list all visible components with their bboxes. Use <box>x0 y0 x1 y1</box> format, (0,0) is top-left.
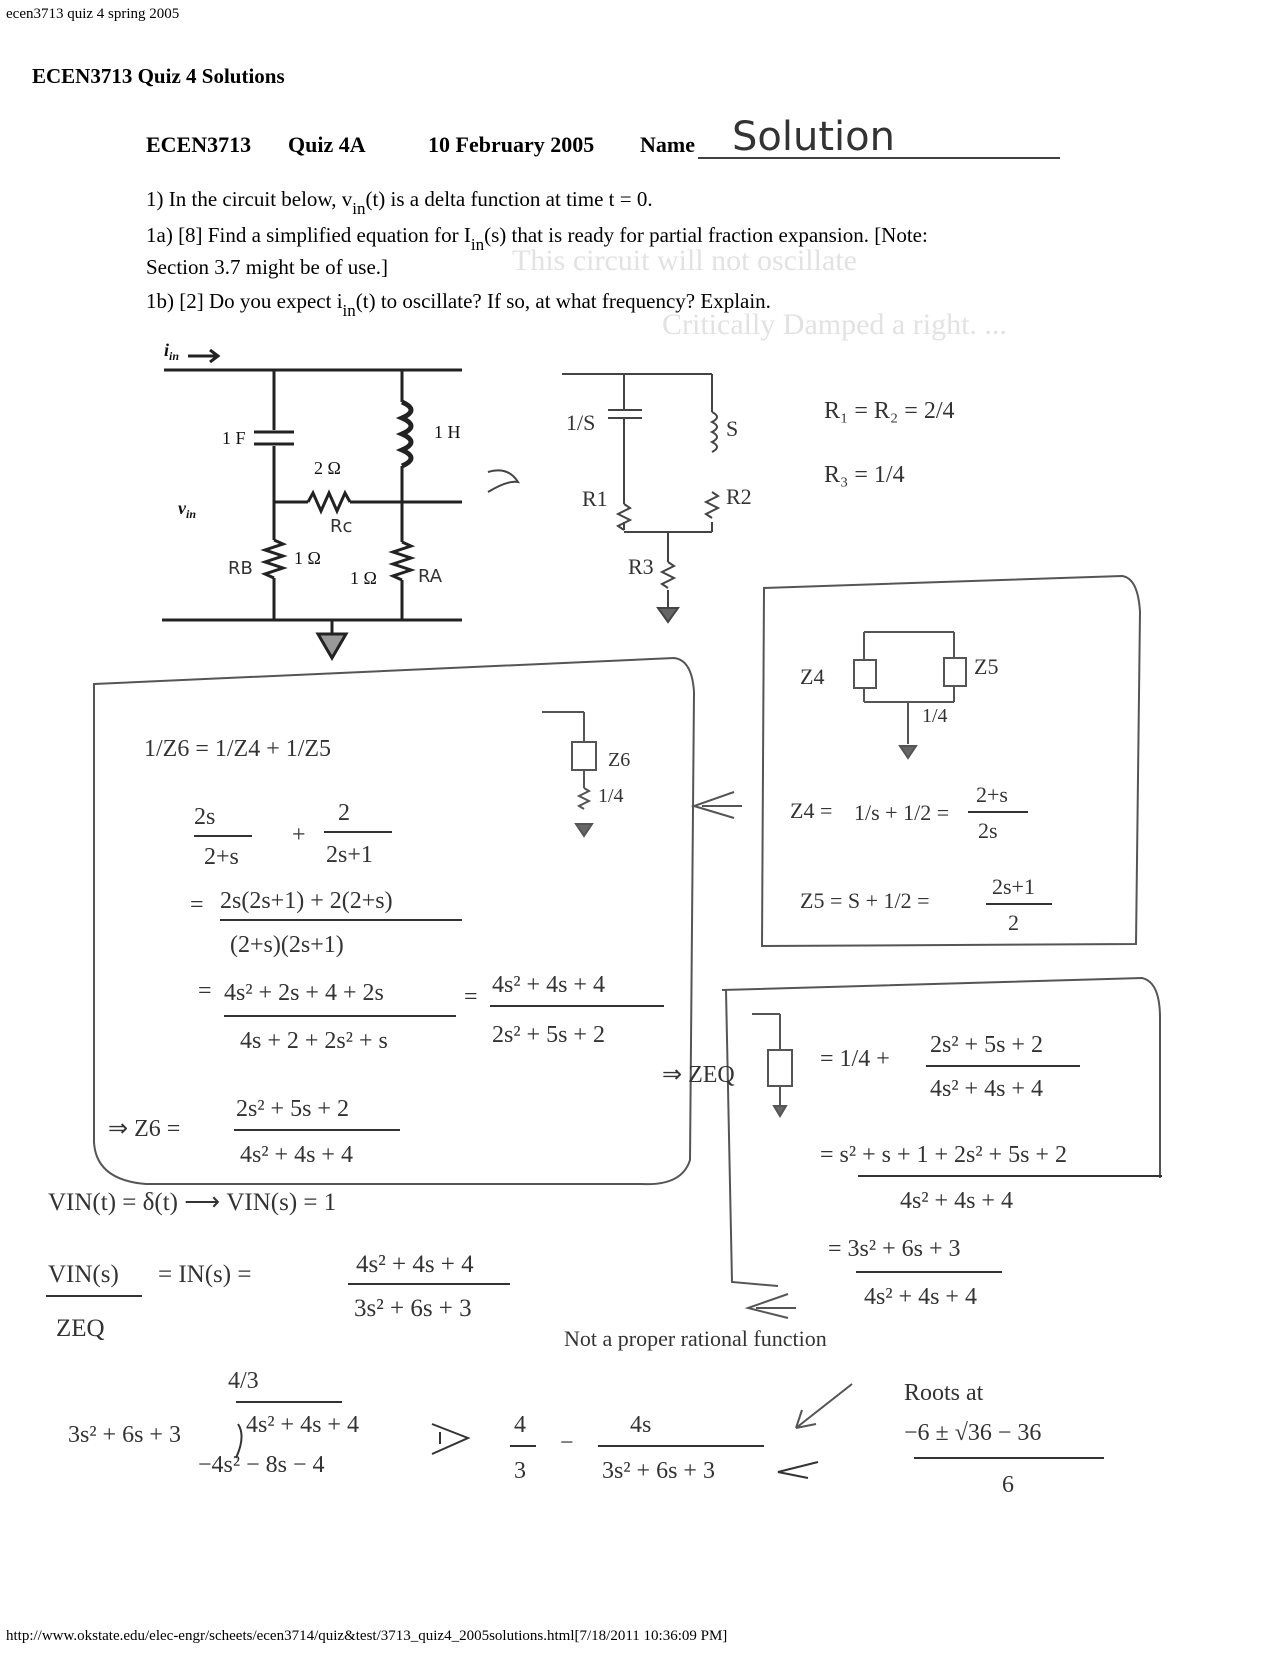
z6-result-num: 2s² + 5s + 2 <box>236 1096 349 1122</box>
iin-mid: = IN(s) = <box>158 1261 252 1288</box>
question-1a: 1a) [8] Find a simplified equation for $I_{in}(s)$ that is ready for partial fraction expansion. [Note: <box>146 223 928 254</box>
s-cap-label: 1/S <box>566 410 596 435</box>
z6-l2-b-num: 2 <box>338 800 350 826</box>
rb-value: 1 Ω <box>294 548 321 568</box>
svg-text:=: = <box>198 978 212 1004</box>
z6-label: Z6 <box>608 749 631 771</box>
name-value: Solution <box>732 114 895 160</box>
result-num: 4s <box>630 1412 652 1438</box>
browser-title: ecen3713 quiz 4 spring 2005 <box>6 6 180 22</box>
long-division <box>68 1368 818 1484</box>
ra-value: 1 Ω <box>350 568 377 588</box>
scanned-solution <box>42 112 1260 1588</box>
z6-result-den: 4s² + 4s + 4 <box>240 1142 353 1168</box>
z6-l4-r-den: 2s² + 5s + 2 <box>492 1022 605 1048</box>
result-minus: − <box>560 1430 574 1456</box>
quiz-label: Quiz 4A <box>288 132 366 157</box>
name-label: Name <box>640 132 695 157</box>
z5-eq-num: 2s+1 <box>992 874 1035 899</box>
course-code: ECEN3713 <box>146 132 252 157</box>
r3-value: R₃ = 1/4 <box>824 462 905 488</box>
s-r1-label: R1 <box>582 486 608 511</box>
roots-label: Roots at <box>904 1380 984 1406</box>
quiz-date: 10 February 2005 <box>428 132 595 157</box>
z6-line1: 1/Z6 = 1/Z4 + 1/Z5 <box>144 736 332 762</box>
rc-value: 2 Ω <box>314 458 341 478</box>
z6-l3-den: (2+s)(2s+1) <box>230 932 344 958</box>
z6-l2-a-num: 2s <box>194 804 216 830</box>
vin-line: VIN(t) = δ(t) ⟶ VIN(s) = 1 <box>48 1189 337 1216</box>
page-title: ECEN3713 Quiz 4 Solutions <box>32 64 285 88</box>
result-den: 3s² + 6s + 3 <box>602 1458 715 1484</box>
zeq-l1-den: 4s² + 4s + 4 <box>930 1076 1043 1102</box>
faint-text-a: This circuit will not oscillate <box>512 244 857 277</box>
z4-eq-num: 2+s <box>976 782 1008 807</box>
circuit-labels <box>164 340 461 588</box>
zeq-l3-num: = 3s² + 6s + 3 <box>828 1236 961 1262</box>
z6-quarter: 1/4 <box>598 785 624 807</box>
iin-lhs-den: ZEQ <box>56 1315 105 1342</box>
z6-result-lhs: ⇒ Z6 = <box>108 1116 181 1142</box>
s-ind-label: S <box>726 416 739 441</box>
v-in-label: $v_{in}$ <box>178 498 197 521</box>
zeq-l1-a: = 1/4 + <box>820 1046 890 1072</box>
question-1b: 1b) [2] Do you expect $i_{in}(t)$ to oscillate? If so, at what frequency? Explain. <box>146 289 771 320</box>
r12-values: R₁ = R₂ = 2/4 <box>824 398 955 424</box>
rb-label: RB <box>228 558 253 579</box>
zeq-l3-den: 4s² + 4s + 4 <box>864 1284 977 1310</box>
question-1a-line2: Section 3.7 might be of use.] <box>146 255 389 279</box>
reduced-labels <box>790 654 1052 935</box>
faint-text-b: Critically Damped a right. ... <box>662 308 1007 341</box>
question-1: 1) In the circuit below, $v_{in}(t)$ is a delta function at time t = 0. <box>146 187 653 218</box>
z6-l2-a-den: 2+s <box>204 844 239 870</box>
zeq-l2-den: 4s² + 4s + 4 <box>900 1188 1013 1214</box>
reduced-quarter: 1/4 <box>922 705 948 727</box>
result-whole-num: 4 <box>514 1412 526 1438</box>
div-divisor: 3s² + 6s + 3 <box>68 1422 181 1448</box>
iin-den: 3s² + 6s + 3 <box>354 1295 472 1322</box>
i-in-label: $i_{in}$ <box>164 340 180 363</box>
s-r3-label: R3 <box>628 554 654 579</box>
svg-text:+: + <box>292 822 306 848</box>
result-whole-den: 3 <box>514 1458 526 1484</box>
zeq-label: ⇒ ZEQ <box>662 1062 735 1088</box>
z6-l4-den: 4s + 2 + 2s² + s <box>240 1028 388 1054</box>
z4-eq-lhs: Z4 = <box>790 798 833 823</box>
z6-l4-r-num: 4s² + 4s + 4 <box>492 972 605 998</box>
rc-label: Rc <box>330 516 353 537</box>
svg-text:=: = <box>464 984 478 1010</box>
div-dividend: 4s² + 4s + 4 <box>246 1412 359 1438</box>
circuit-diagram <box>162 350 462 658</box>
div-quotient: 4/3 <box>228 1368 259 1394</box>
z4-eq-den: 2s <box>978 818 998 843</box>
iin-num: 4s² + 4s + 4 <box>356 1251 474 1278</box>
z6-l4-num: 4s² + 2s + 4 + 2s <box>224 980 384 1006</box>
z6-block <box>108 736 664 1168</box>
roots-den: 6 <box>1002 1472 1014 1498</box>
div-subtract: −4s² − 8s − 4 <box>198 1452 325 1478</box>
roots <box>904 1380 1104 1498</box>
iin-lhs-num: VIN(s) <box>48 1261 119 1288</box>
svg-text:=: = <box>190 892 204 918</box>
z5-eq-den: 2 <box>1008 910 1019 935</box>
zeq-block <box>662 1032 1162 1310</box>
z6-l3-num: 2s(2s+1) + 2(2+s) <box>220 888 393 914</box>
quiz-header <box>146 114 1060 160</box>
inductor-value: 1 H <box>434 422 461 442</box>
current-derivation <box>46 1189 827 1351</box>
s-r2-label: R2 <box>726 484 752 509</box>
source-url: http://www.okstate.edu/elec-engr/scheets/ecen3714/quiz&test/3713_quiz4_2005solutions.html[7/18/2011 10:36:09 PM] <box>6 1628 728 1644</box>
z5-label: Z5 <box>974 654 999 679</box>
zeq-l1-num: 2s² + 5s + 2 <box>930 1032 1043 1058</box>
improper-note: Not a proper rational function <box>564 1326 827 1351</box>
capacitor-value: 1 F <box>222 428 246 448</box>
zeq-l2-num: = s² + s + 1 + 2s² + 5s + 2 <box>820 1142 1067 1168</box>
z5-eq-lhs: Z5 = S + 1/2 = <box>800 888 930 913</box>
roots-num: −6 ± √36 − 36 <box>904 1420 1042 1446</box>
z4-eq-terms: 1/s + 1/2 = <box>854 800 950 825</box>
z6-l2-b-den: 2s+1 <box>326 842 373 868</box>
ra-label: RA <box>418 566 443 587</box>
z4-label: Z4 <box>800 664 825 689</box>
